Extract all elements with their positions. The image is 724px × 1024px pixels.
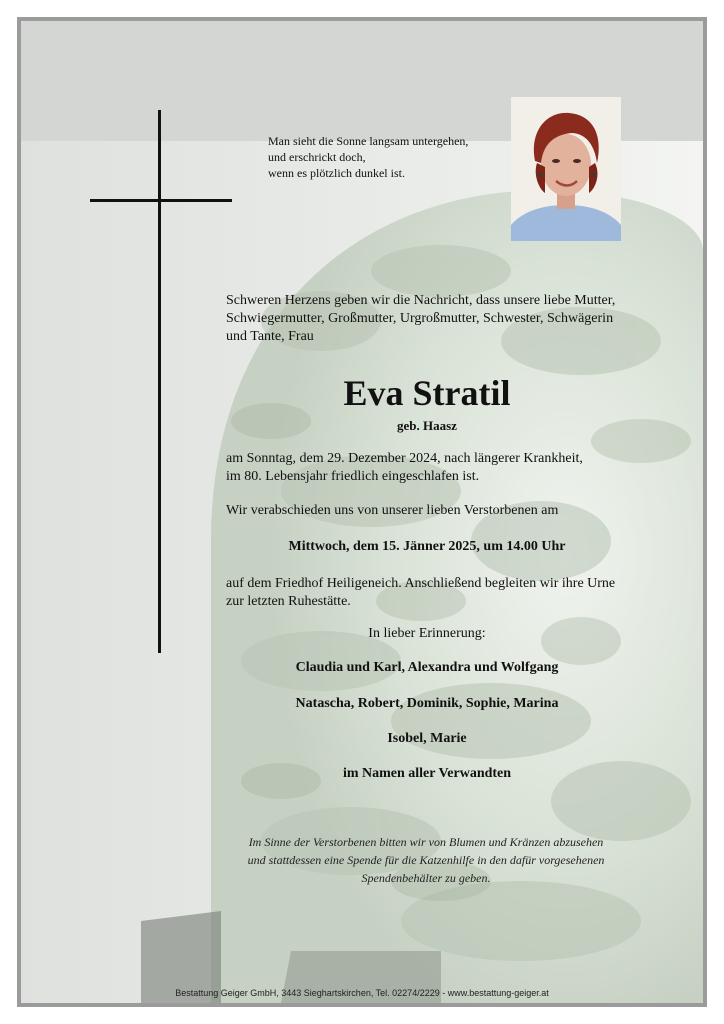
farewell-place (226, 575, 615, 611)
cross-vertical-bar (158, 110, 161, 653)
farewell-date-time: Mittwoch, dem 15. Jänner 2025, um 14.00 Uhr (288, 539, 566, 554)
mourner-line: Isobel, Marie (387, 731, 467, 746)
cross-horizontal-bar (90, 199, 232, 202)
farewell-place-line: zur letzten Ruhestätte. (226, 594, 351, 609)
farewell-intro: Wir verabschieden uns von unserer lieben Verstorbenen am (226, 503, 559, 518)
donation-note-line: Spendenbehälter zu geben. (361, 871, 491, 885)
poem-line: Man sieht die Sonne langsam untergehen, (268, 134, 469, 148)
portrait-photo (511, 97, 621, 241)
poem (268, 133, 508, 181)
intro-line: Schwiegermutter, Großmutter, Urgroßmutter, Schwester, Schwägerin (226, 311, 614, 326)
donation-note (212, 833, 640, 887)
mourner-line: Claudia und Karl, Alexandra und Wolfgang (295, 660, 559, 675)
mourner-line: Natascha, Robert, Dominik, Sophie, Marina (295, 696, 559, 711)
intro-line: und Tante, Frau (226, 329, 314, 344)
mourners-heading: In lieber Erinnerung: (368, 626, 486, 641)
death-notice-line: am Sonntag, dem 29. Dezember 2024, nach längerer Krankheit, (226, 451, 583, 466)
birth-name: geb. Haasz (397, 418, 457, 433)
deceased-name: Eva Stratil (343, 373, 511, 413)
death-notice (226, 450, 583, 486)
death-notice-line: im 80. Lebensjahr friedlich eingeschlafen ist. (226, 469, 480, 484)
poem-line: und erschrickt doch, (268, 150, 366, 164)
donation-note-line: und stattdessen eine Spende für die Katzenhilfe in den dafür vorgesehenen (247, 853, 605, 867)
mourner-line: im Namen aller Verwandten (342, 766, 512, 781)
intro-text (226, 292, 615, 346)
intro-line: Schweren Herzens geben wir die Nachricht, dass unsere liebe Mutter, (226, 293, 616, 308)
funeral-home-footer: Bestattung Geiger GmbH, 3443 Sieghartskirchen, Tel. 02274/2229 - www.bestattung-geiger.at (175, 988, 549, 998)
donation-note-line: Im Sinne der Verstorbenen bitten wir von Blumen und Kränzen abzusehen (248, 835, 604, 849)
poem-line: wenn es plötzlich dunkel ist. (268, 166, 405, 180)
farewell-place-line: auf dem Friedhof Heiligeneich. Anschließend begleiten wir ihre Urne (226, 576, 616, 591)
